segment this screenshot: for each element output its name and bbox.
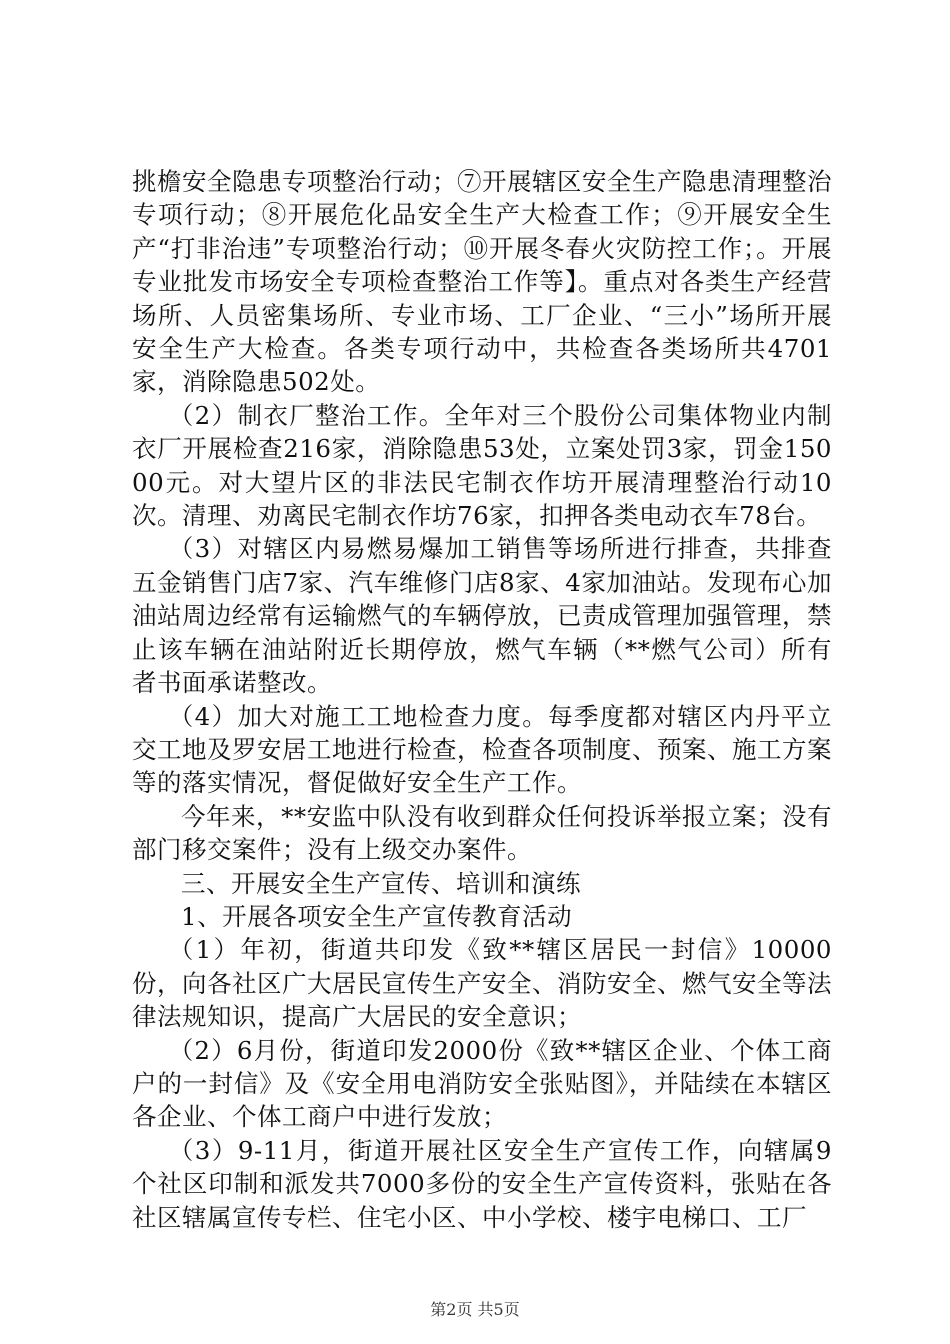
paragraph-item-4: （4）加大对施工工地检查力度。每季度都对辖区内丹平立交工地及罗安居工地进行检查，检查各项制度、预案、施工方案等的落实情况，督促做好安全生产工作。 [132,701,832,798]
subsection-heading: 1、开展各项安全生产宣传教育活动 [181,901,573,931]
document-body [132,165,832,1234]
paragraph-item-2b: （2）6月份，街道印发2000份《致**辖区企业、个体工商户的一封信》及《安全用电消防安全张贴图》，并陆续在本辖区各企业、个体工商户中进行发放； [132,1035,832,1132]
paragraph-item-3b: （3）9-11月，街道开展社区安全生产宣传工作，向辖属9个社区印制和派发共7000多份的安全生产宣传资料，张贴在各社区辖属宣传专栏、住宅小区、中小学校、楼宇电梯口、工厂 [132,1135,832,1232]
paragraph-item-2: （2）制衣厂整治工作。全年对三个股份公司集体物业内制衣厂开展检查216家，消除隐患53处，立案处罚3家，罚金15000元。对大望片区的非法民宅制衣作坊开展清理整治行动10次。清理、劝离民宅制衣作坊76家，扣押各类电动衣车78台。 [132,400,832,531]
paragraph-item-3: （3）对辖区内易燃易爆加工销售等场所进行排查，共排查五金销售门店7家、汽车维修门店8家、4家加油站。发现布心加油站周边经常有运输燃气的车辆停放，已责成管理加强管理，禁止该车辆在油站附近长期停放，燃气车辆（**燃气公司）所有者书面承诺整改。 [132,534,832,698]
section-heading: 三、开展安全生产宣传、培训和演练 [181,868,581,898]
paragraph-item-1: （1）年初，街道共印发《致**辖区居民一封信》10000份，向各社区广大居民宣传生产安全、消防安全、燃气安全等法律法规知识，提高广大居民的安全意识； [132,935,832,1032]
paragraph-continuation: 挑檐安全隐患专项整治行动；⑦开展辖区安全生产隐患清理整治专项行动；⑧开展危化品安全生产大检查工作；⑨开展安全生产“打非治违”专项整治行动；⑩开展冬春火灾防控工作；。开展专业批发市场安全专项检查整治工作等】。重点对各类生产经营场所、人员密集场所、专业市场、工厂企业、“三小”场所开展安全生产大检查。各类专项行动中，共检查各类场所共4701家，消除隐患502处。 [132,167,832,397]
paragraph-summary: 今年来，**安监中队没有收到群众任何投诉举报立案；没有部门移交案件；没有上级交办案件。 [132,801,832,865]
page-number-footer: 第2页 共5页 [430,1300,520,1319]
